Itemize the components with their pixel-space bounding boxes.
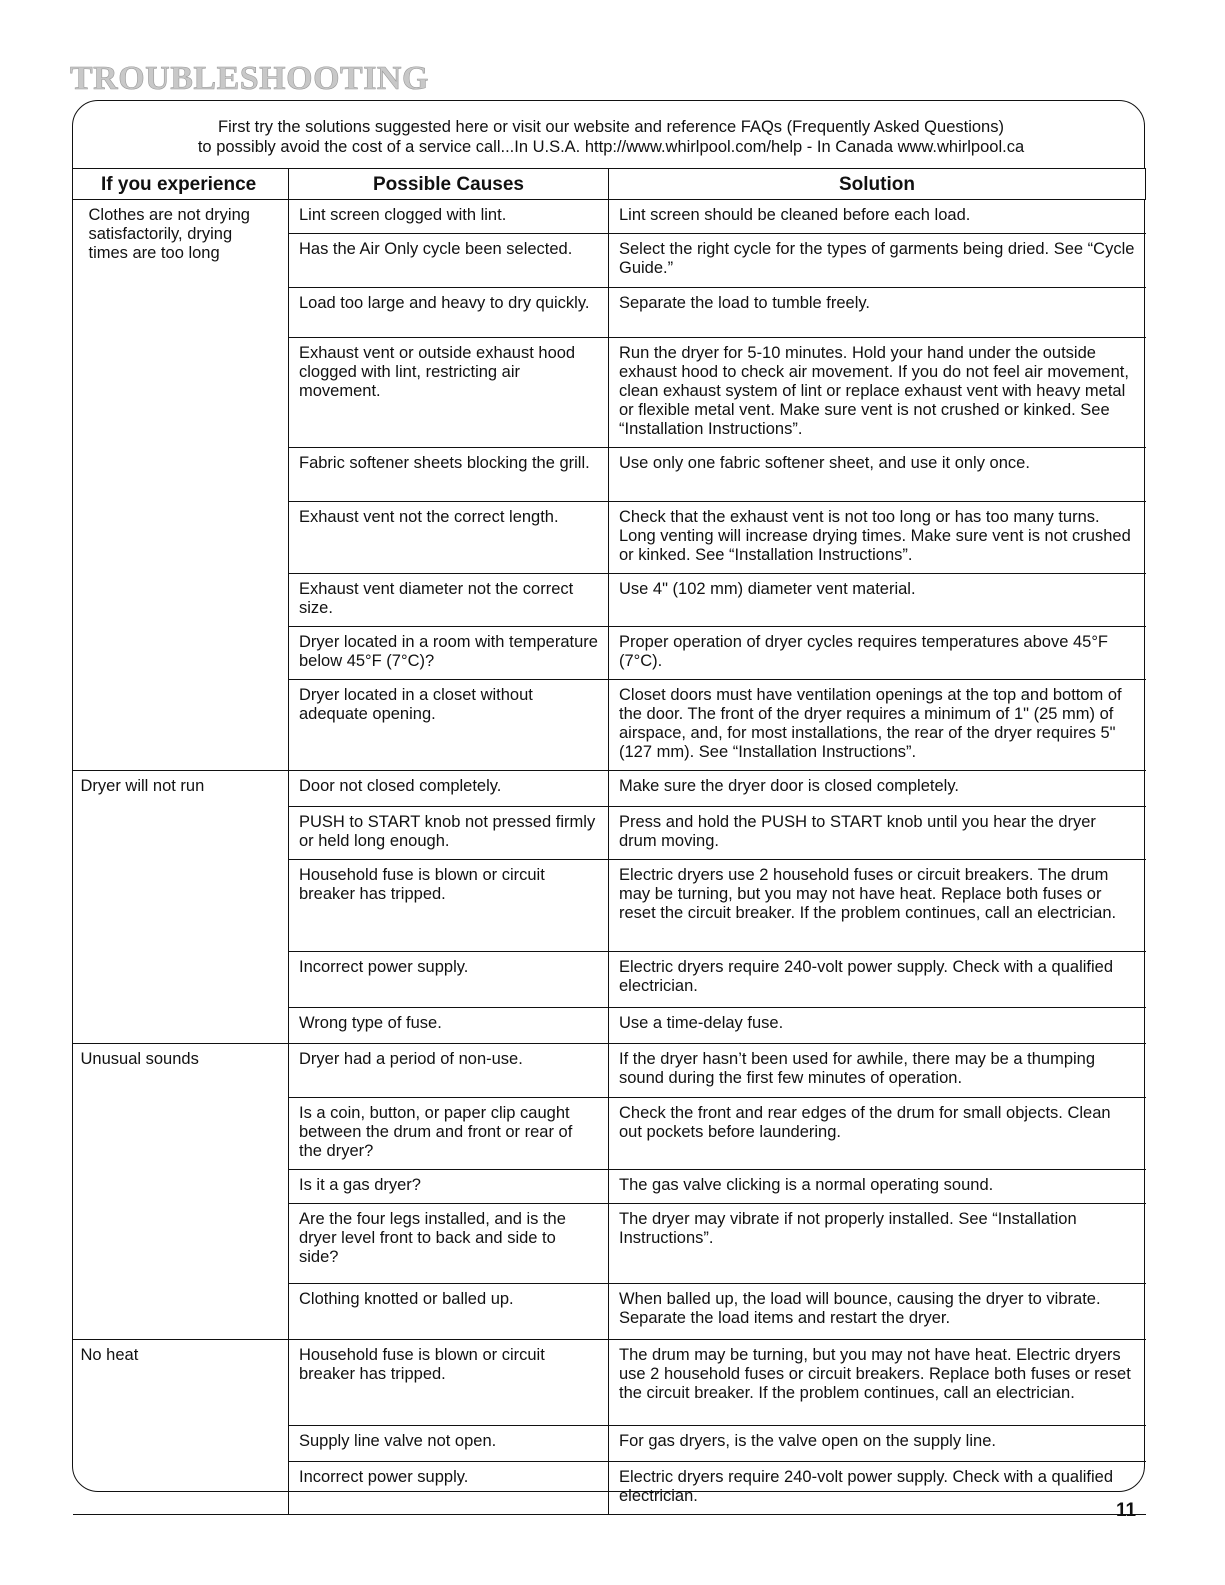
solution-cell: Use 4" (102 mm) diameter vent material. <box>609 574 1146 627</box>
cause-cell: Exhaust vent not the correct length. <box>289 502 609 574</box>
table-body <box>73 200 1146 1515</box>
solution-cell: Check the front and rear edges of the drum for small objects. Clean out pockets before laundering. <box>609 1098 1146 1170</box>
solution-cell: Run the dryer for 5-10 minutes. Hold your hand under the outside exhaust hood to check air movement. If you do not feel air movement, clean exhaust system of lint or replace exhaust vent with heavy metal or flexible metal vent. Make sure vent is not crushed or kinked. See “Installation Instructions”. <box>609 338 1146 448</box>
table-row <box>73 1340 1146 1426</box>
cause-cell: Wrong type of fuse. <box>289 1008 609 1044</box>
intro-text <box>76 117 1146 157</box>
table-row <box>73 1044 1146 1098</box>
cause-cell: Household fuse is blown or circuit breaker has tripped. <box>289 1340 609 1426</box>
cause-cell: Are the four legs installed, and is the dryer level front to back and side to side? <box>289 1204 609 1284</box>
solution-cell: Separate the load to tumble freely. <box>609 288 1146 338</box>
solution-cell: Use a time-delay fuse. <box>609 1008 1146 1044</box>
header-experience: If you experience <box>73 169 289 200</box>
troubleshooting-table <box>72 168 1146 1515</box>
cause-cell: Load too large and heavy to dry quickly. <box>289 288 609 338</box>
intro-line-2: to possibly avoid the cost of a service call...In U.S.A. http://www.whirlpool.com/help - In Canada www.whirlpool.ca <box>197 138 1025 156</box>
solution-cell: Closet doors must have ventilation openings at the top and bottom of the door. The front of the dryer requires a minimum of 1" (25 mm) of airspace, and, for most installations, the rear of the dryer requires 5" (127 mm). See “Installation Instructions”. <box>609 680 1146 771</box>
cause-cell: PUSH to START knob not pressed firmly or held long enough. <box>289 807 609 860</box>
solution-cell: Use only one fabric softener sheet, and use it only once. <box>609 448 1146 502</box>
cause-cell: Is a coin, button, or paper clip caught between the drum and front or rear of the dryer? <box>289 1098 609 1170</box>
header-solution: Solution <box>609 169 1146 200</box>
experience-cell: Dryer will not run <box>73 771 289 1044</box>
cause-cell: Supply line valve not open. <box>289 1426 609 1462</box>
cause-cell: Door not closed completely. <box>289 771 609 807</box>
solution-cell: Make sure the dryer door is closed completely. <box>609 771 1146 807</box>
cause-cell: Lint screen clogged with lint. <box>289 200 609 234</box>
cause-cell: Dryer located in a closet without adequate opening. <box>289 680 609 771</box>
cause-cell: Exhaust vent diameter not the correct size. <box>289 574 609 627</box>
cause-cell: Exhaust vent or outside exhaust hood clogged with lint, restricting air movement. <box>289 338 609 448</box>
cause-cell: Is it a gas dryer? <box>289 1170 609 1204</box>
solution-cell: Proper operation of dryer cycles requires temperatures above 45°F (7°C). <box>609 627 1146 680</box>
cause-cell: Dryer located in a room with temperature below 45°F (7°C)? <box>289 627 609 680</box>
solution-cell: Check that the exhaust vent is not too long or has too many turns. Long venting will increase drying times. Make sure vent is not crushed or kinked. See “Installation Instructions”. <box>609 502 1146 574</box>
experience-cell: Clothes are not drying satisfactorily, drying times are too long <box>73 200 289 771</box>
solution-cell: If the dryer hasn’t been used for awhile, there may be a thumping sound during the first few minutes of operation. <box>609 1044 1146 1098</box>
intro-line-1: First try the solutions suggested here or visit our website and reference FAQs (Frequently Asked Questions) <box>218 118 1004 136</box>
table-row <box>73 771 1146 807</box>
header-possible-causes: Possible Causes <box>289 169 609 200</box>
solution-cell: Electric dryers require 240-volt power supply. Check with a qualified electrician. <box>609 1462 1146 1515</box>
solution-cell: When balled up, the load will bounce, causing the dryer to vibrate. Separate the load items and restart the dryer. <box>609 1284 1146 1340</box>
solution-cell: The drum may be turning, but you may not have heat. Electric dryers use 2 household fuses or circuit breakers. Replace both fuses or reset the circuit breaker. If the problem continues, call an electrician. <box>609 1340 1146 1426</box>
solution-cell: Lint screen should be cleaned before each load. <box>609 200 1146 234</box>
cause-cell: Fabric softener sheets blocking the grill. <box>289 448 609 502</box>
cause-cell: Dryer had a period of non-use. <box>289 1044 609 1098</box>
cause-cell: Incorrect power supply. <box>289 952 609 1008</box>
cause-cell: Household fuse is blown or circuit breaker has tripped. <box>289 860 609 952</box>
cause-cell: Incorrect power supply. <box>289 1462 609 1515</box>
solution-cell: Select the right cycle for the types of garments being dried. See “Cycle Guide.” <box>609 234 1146 288</box>
solution-cell: The dryer may vibrate if not properly installed. See “Installation Instructions”. <box>609 1204 1146 1284</box>
page-number: 11 <box>1116 1500 1137 1521</box>
experience-cell: No heat <box>73 1340 289 1515</box>
solution-cell: Electric dryers use 2 household fuses or circuit breakers. The drum may be turning, but you may not have heat. Replace both fuses or reset the circuit breaker. If the problem continues, call an electrician. <box>609 860 1146 952</box>
solution-cell: For gas dryers, is the valve open on the supply line. <box>609 1426 1146 1462</box>
solution-cell: Press and hold the PUSH to START knob until you hear the dryer drum moving. <box>609 807 1146 860</box>
solution-cell: The gas valve clicking is a normal operating sound. <box>609 1170 1146 1204</box>
table-header-row <box>73 169 1146 200</box>
solution-cell: Electric dryers require 240-volt power supply. Check with a qualified electrician. <box>609 952 1146 1008</box>
experience-cell: Unusual sounds <box>73 1044 289 1340</box>
page-title: TROUBLESHOOTING <box>70 60 429 97</box>
table-row <box>73 200 1146 234</box>
cause-cell: Has the Air Only cycle been selected. <box>289 234 609 288</box>
cause-cell: Clothing knotted or balled up. <box>289 1284 609 1340</box>
